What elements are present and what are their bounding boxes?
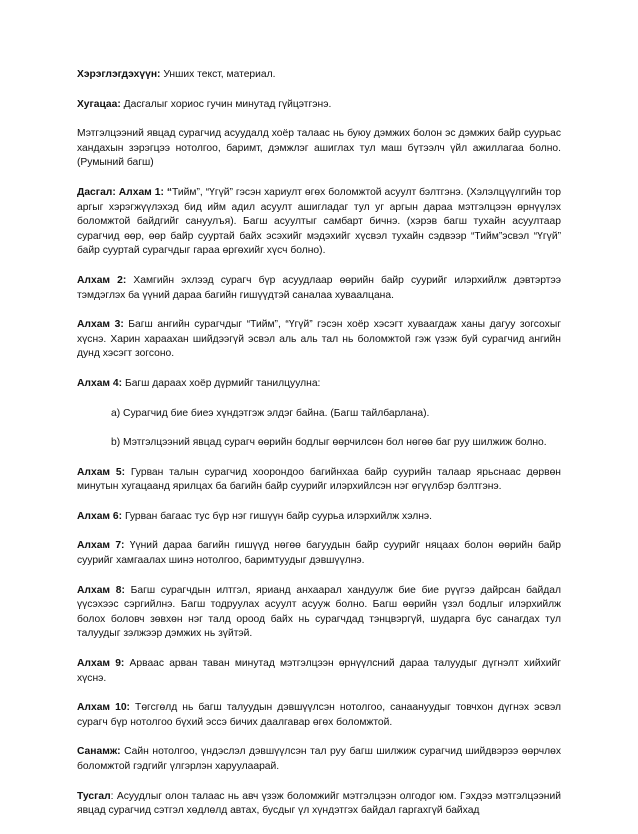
rule-a: a) Сурагчид бие биеэ хүндэтгэж элдэг байна. (Багш тайлбарлана). bbox=[111, 407, 430, 419]
step10-label: Алхам 10: bbox=[77, 702, 130, 714]
step3-text: Багш ангийн сурагчдыг “Тийм”, “Үгүй” гэсэн хоёр хэсэгт хуваагдаж ханы дагуу зогсохыг хүснэ. Харин хараахан шийдээгүй эсвэл аль аль тал нь боломжтой гэж үзэж буй сурагчид ангийн дунд хэсэгт зогсоно. bbox=[77, 319, 561, 360]
step8-paragraph bbox=[77, 584, 561, 642]
step1-paragraph bbox=[77, 186, 561, 259]
step7-text: Үүний дараа багийн гишүүд нөгөө багуудын байр суурийг няцаах болон өөрийн байр суурийг хамгаалах шинэ нотолгоо, баримтуудыг дэвшүүлнэ. bbox=[77, 540, 561, 567]
intro-paragraph bbox=[77, 127, 561, 171]
step2-text: Хамгийн эхлээд сурагч бүр асуудлаар өөрийн байр суурийг илэрхийлж дэвтэртээ тэмдэглэх ба үүний дараа багийн гишүүдтэй саналаа хуваалцана. bbox=[77, 274, 561, 301]
step3-paragraph bbox=[77, 318, 561, 362]
reflection-paragraph bbox=[77, 790, 561, 819]
document-page bbox=[77, 68, 561, 834]
intro-text: Мэтгэлцээний явцад сурагчид асуудалд хоёр талаас нь буюу дэмжих болон эс дэмжих байр суурьас хандахын зэрэгцээ нотолгоо, баримт, дэмжлэг ашиглах тул маш бүтээлч үйл ажиллагаа болно. (Румыний багш) bbox=[77, 128, 561, 169]
note-text: Сайн нотолгоо, үндэслэл дэвшүүлсэн тал руу багш шилжиж сурагчид шийдвэрээ өөрчлөх боломжтой гэдгийг үлгэрлэн харуулаарай. bbox=[77, 746, 561, 772]
step1-label: Дасгал: Алхам 1: “ bbox=[77, 186, 173, 198]
step10-text: Төгсгөлд нь багш талуудын дэвшүүлсэн нотолгоо, санаануудыг товчхон дүгнэх эсвэл сурагч бүр нотолгоо бүхий эссэ бичих даалгавар өгөх боломжтой. bbox=[77, 702, 561, 728]
rule-b: b) Мэтгэлцээний явцад сурагч өөрийн бодлыг өөрчилсөн бол нөгөө баг руу шилжиж болно. bbox=[111, 437, 547, 449]
step9-text: Арваас арван таван минутад мэтгэлцээн өрнүүлсний дараа талуудыг дүгнэлт хийхийг хүснэ. bbox=[77, 658, 561, 684]
step4-label: Алхам 4: bbox=[77, 377, 123, 389]
step2-label: Алхам 2: bbox=[77, 274, 127, 286]
step8-label: Алхам 8: bbox=[77, 584, 125, 596]
note-label: Санамж: bbox=[77, 746, 121, 758]
materials-paragraph bbox=[77, 68, 561, 83]
step9-paragraph bbox=[77, 657, 561, 686]
reflection-text: : Асуудлыг олон талаас нь авч үзэж боломжийг мэтгэлцээн олгодог юм. Гэхдээ мэтгэлцээний явцад сурагчид сэтгэл хөдлөлд автах, бусдыг үл хүндэтгэх байдал гаргахгүй байхад bbox=[77, 790, 561, 817]
duration-label: Хугацаа: bbox=[77, 98, 121, 110]
step2-paragraph bbox=[77, 274, 561, 303]
materials-text: Унших текст, материал. bbox=[160, 69, 276, 80]
step10-paragraph bbox=[77, 701, 561, 730]
materials-label: Хэрэглэгдэхүүн: bbox=[77, 69, 161, 80]
step6-text: Гурван багаас тус бүр нэг гишүүн байр суурьа илэрхийлж хэлнэ. bbox=[122, 510, 433, 522]
step9-label: Алхам 9: bbox=[77, 658, 125, 670]
step5-paragraph bbox=[77, 466, 561, 495]
step6-paragraph bbox=[77, 510, 561, 525]
duration-text: Дасгалыг хориос гучин минутад гүйцэтгэнэ. bbox=[120, 98, 332, 110]
duration-paragraph bbox=[77, 98, 561, 113]
note-paragraph bbox=[77, 745, 561, 774]
step5-label: Алхам 5: bbox=[77, 466, 126, 478]
step4-text: Багш дараах хоёр дүрмийг танилцуулна: bbox=[122, 377, 321, 389]
step7-paragraph bbox=[77, 539, 561, 568]
step8-text: Багш сурагчдын илтгэл, ярианд анхаарал хандуулж бие бие рүүгээ дайрсан байдал үүсэхээс сэргийлнэ. Багш тодруулах асуулт асууж болно. Багш өөрийн үзэл бодлыг илэрхийлж болох боловч зөвхөн нэг талд ороод байх нь сурагчдад тэнцвэргүй, шударга бус санагдах тул талуудыг зэлжээр дэмжих нь зүйтэй. bbox=[77, 584, 561, 640]
step5-text: Гурван талын сурагчид хоорондоо багийнхаа байр суурийн талаар ярьснаас дөрвөн минутын хугацаанд ярилцах ба багийн байр суурийг илэрхийлсэн нэг өгүүлбэр бэлтгэнэ. bbox=[77, 466, 561, 493]
step1-text: Тийм”, “Үгүй” гэсэн хариулт өгөх боломжтой асуулт бэлтгэнэ. (Хэлэлцүүлгийн тор аргыг хэрэгжүүлэхэд бид ийм адил асуулт ашигладаг тул уг аргын дараа мэтгэлцээн өрнүүлэх боломжтой байдгийг сануулъя). Багш асуултыг самбарт бичнэ. (хэрэв багш тухайн асуултаар сурагчид өөр, өөр байр сууртай байх эсэхийг мэдэхийг хүсвэл тухайн сэдвээр “Тийм”эсвэл “Үгүй” байр сууртай сурагчдыг гараа өргөхийг хүсч болно). bbox=[77, 186, 561, 257]
reflection-label: Тусгал bbox=[77, 790, 111, 802]
step4-paragraph bbox=[77, 377, 561, 392]
step6-label: Алхам 6: bbox=[77, 510, 123, 522]
step7-label: Алхам 7: bbox=[77, 540, 125, 552]
step3-label: Алхам 3: bbox=[77, 319, 124, 331]
